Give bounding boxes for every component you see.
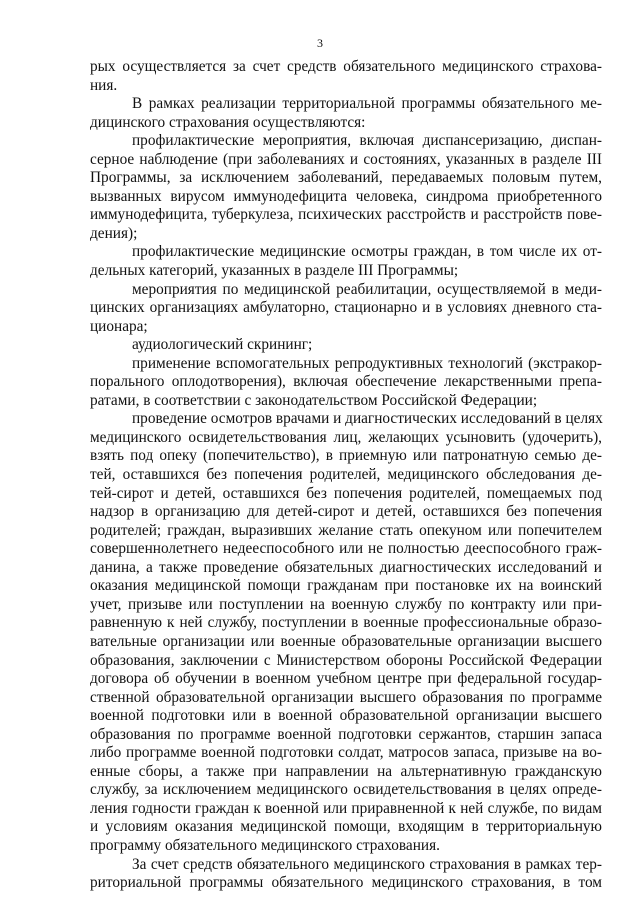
- text-line: За счет средств обязательного медицинского страхования в рамках тер-: [132, 855, 602, 873]
- text-line: иммунодефицита, туберкулеза, психических расстройств и расстройств пове-: [90, 206, 602, 224]
- text-line: либо программе военной подготовки солдат, матросов запаса, призыве на во-: [90, 744, 602, 762]
- text-line: военной подготовки или в военной образовательной организации высшего: [90, 707, 602, 725]
- text-line: серное наблюдение (при заболеваниях и состояниях, указанных в разделе III: [90, 150, 602, 168]
- text-line: равненную к ней службу, поступлении в военные профессиональные образо-: [90, 614, 602, 632]
- text-line: взять под опеку (попечительство), в приемную или патронатную семью де-: [90, 447, 602, 465]
- text-line: риториальной программы обязательного медицинского страхования, в том: [90, 874, 602, 892]
- text-line: учет, призыве или поступлении на военную службу по контракту или при-: [90, 595, 602, 613]
- text-line: вательные организации или военные образовательные организации высшего: [90, 632, 602, 650]
- text-line: порального оплодотворения), включая обеспечение лекарственными препа-: [90, 373, 602, 391]
- text-line: проведение осмотров врачами и диагностических исследований в целях: [132, 410, 603, 428]
- text-line: надзор в организацию для детей-сирот и детей, оставшихся без попечения: [90, 503, 602, 521]
- text-line: ратами, в соответствии с законодательством Российской Федерации;: [90, 391, 538, 409]
- text-line: образования по программе военной подготовки сержантов, старшин запаса: [90, 725, 602, 743]
- text-line: тей, оставшихся без попечения родителей, медицинского обследования де-: [90, 466, 602, 484]
- text-line: вызванных вирусом иммунодефицита человека, синдрома приобретенного: [90, 187, 602, 205]
- text-line: оказания медицинской помощи гражданам при постановке их на воинский: [90, 577, 602, 595]
- text-line: аудиологический скрининг;: [132, 336, 313, 354]
- text-line: дельных категорий, указанных в разделе III Программы;: [90, 262, 459, 280]
- text-line: образования, заключении с Министерством обороны Российской Федерации: [90, 651, 602, 669]
- text-line: данина, а также проведение обязательных диагностических исследований и: [90, 558, 602, 576]
- document-body: [90, 58, 602, 893]
- text-line: службу, за исключением медицинского освидетельствования в целях опреде-: [90, 781, 602, 799]
- text-line: енные сборы, а также при направлении на альтернативную гражданскую: [90, 762, 602, 780]
- text-line: и условиям оказания медицинской помощи, входящим в территориальную: [90, 818, 602, 836]
- text-line: тей-сирот и детей, оставшихся без попечения родителей, помещаемых под: [90, 484, 602, 502]
- text-line: родителей; граждан, выразивших желание стать опекуном или попечителем: [90, 521, 602, 539]
- text-line: применение вспомогательных репродуктивных технологий (экстракор-: [132, 354, 602, 372]
- text-line: договора об обучении в военном учебном центре при федеральной государ-: [90, 670, 602, 688]
- text-line: профилактические медицинские осмотры граждан, в том числе их от-: [132, 243, 602, 261]
- text-line: В рамках реализации территориальной программы обязательного ме-: [132, 95, 602, 113]
- text-line: совершеннолетнего недееспособного или не полностью дееспособного граж-: [90, 540, 602, 558]
- text-line: ния.: [90, 76, 118, 94]
- text-line: дицинского страхования осуществляются:: [90, 113, 366, 131]
- text-line: профилактические мероприятия, включая диспансеризацию, диспан-: [132, 132, 602, 150]
- text-line: цинских организациях амбулаторно, стационарно и в условиях дневного ста-: [90, 299, 602, 317]
- text-line: Программы, за исключением заболеваний, передаваемых половым путем,: [90, 169, 602, 187]
- text-line: ционара;: [90, 317, 148, 335]
- text-line: рых осуществляется за счет средств обязательного медицинского страхова-: [90, 58, 602, 75]
- page-number: 3: [317, 36, 323, 50]
- text-line: программу обязательного медицинского страхования.: [90, 836, 440, 854]
- text-line: медицинского освидетельствования лиц, желающих усыновить (удочерить),: [90, 428, 602, 446]
- text-line: ственной образовательной организации высшего образования по программе: [90, 688, 602, 706]
- text-line: мероприятия по медицинской реабилитации, осуществляемой в меди-: [132, 280, 602, 298]
- text-line: дения);: [90, 224, 138, 242]
- text-line: ления годности граждан к военной или приравненной к ней службе, по видам: [90, 799, 602, 817]
